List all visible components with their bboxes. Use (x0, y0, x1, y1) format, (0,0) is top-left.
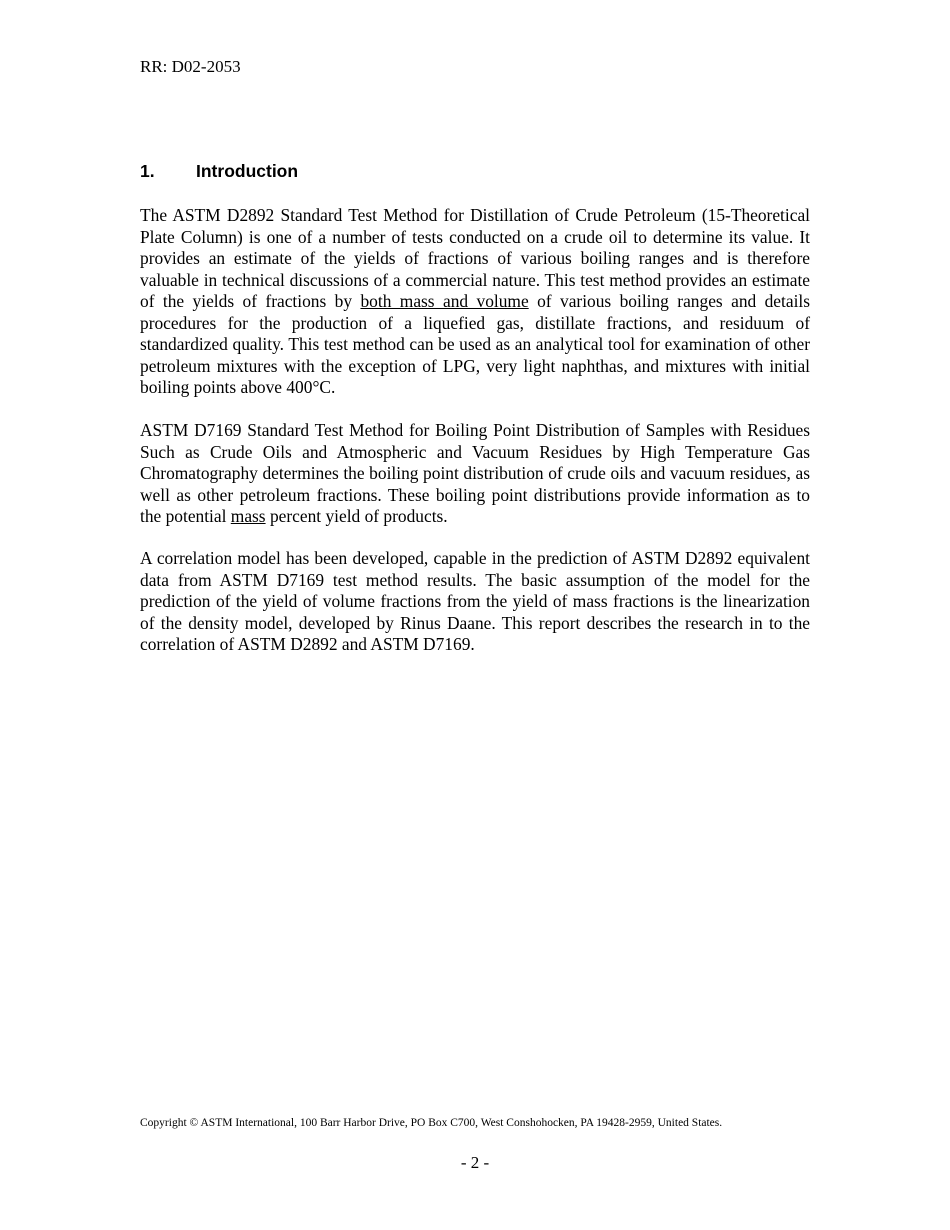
intro-paragraph-d7169 (140, 420, 810, 528)
copyright-footer: Copyright © ASTM International, 100 Barr Harbor Drive, PO Box C700, West Conshohocken, PA 19428-2959, United States. (140, 1117, 723, 1129)
paragraph-text: percent yield of products. (265, 506, 448, 526)
section-number: 1. (140, 161, 155, 181)
paragraph-text: of various boiling ranges and details procedures for the production of a liquefied gas, distillate fractions, and residuum of standardized quality. This test method can be used as an analytical tool for examination of other petroleum mixtures with the exception of LPG, very light naphthas, and mixtures with initial boiling points above 400°C. (140, 291, 811, 397)
page-number: - 2 - (460, 1153, 490, 1172)
paragraph-text: ASTM D7169 Standard Test Method for Boiling Point Distribution of Samples with Residues Such as Crude Oils and Atmospheric and Vacuum Residues by High Temperature Gas Chromatography determines the boiling point distribution of crude oils and vacuum residues, as well as other petroleum fractions. These boiling point distributions provide information as to the potential (140, 420, 810, 526)
underlined-emphasis: mass (230, 506, 266, 526)
intro-paragraph-d2892 (140, 205, 810, 399)
section-heading (140, 161, 298, 182)
paragraph-text: The ASTM D2892 Standard Test Method for Distillation of Crude Petroleum (15-Theoretical Plate Column) is one of a number of tests conducted on a crude oil to determine its value. It provides an estimate of the yields of fractions of various boiling ranges and is therefore valuable in technical discussions of a commercial nature. This test method provides an estimate of the yields of fractions by (140, 205, 810, 311)
intro-paragraph-correlation: A correlation model has been developed, capable in the prediction of ASTM D2892 equivalent data from ASTM D7169 test method results. The basic assumption of the model for the prediction of the yield of volume fractions from the yield of mass fractions is the linearization of the density model, developed by Rinus Daane. This report describes the research in to the correlation of ASTM D2892 and ASTM D7169. (140, 548, 810, 654)
section-title: Introduction (196, 161, 299, 181)
report-id-header: RR: D02-2053 (140, 57, 241, 76)
underlined-emphasis: both mass and volume (360, 291, 529, 311)
